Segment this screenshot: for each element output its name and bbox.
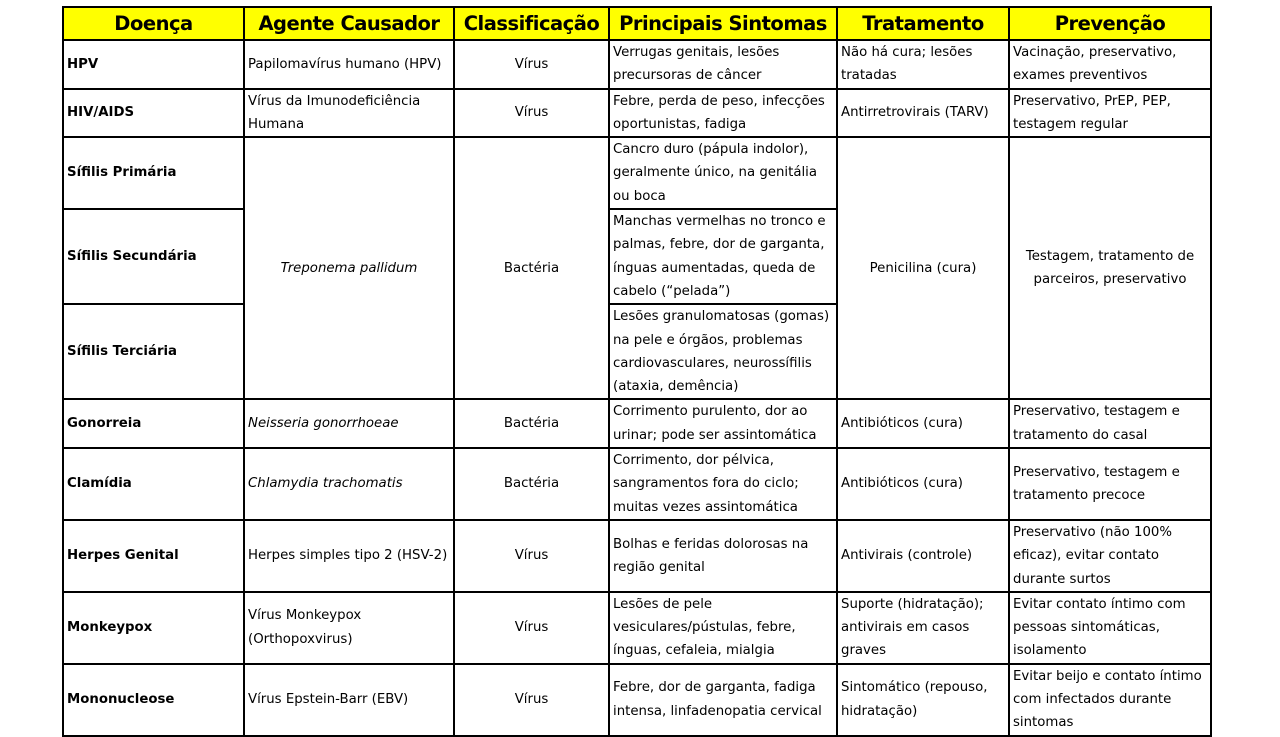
disease-name: Monkeypox [63,592,244,664]
symptoms-cell: Lesões granulomatosas (gomas) na pele e órgãos, problemas cardiovasculares, neurossífilis (ataxia, demência) [609,304,837,399]
prevention-cell: Preservativo, testagem e tratamento do casal [1009,399,1211,448]
header-row [63,7,1211,40]
symptoms-cell: Verrugas genitais, lesões precursoras de câncer [609,40,837,89]
symptoms-cell: Cancro duro (pápula indolor), geralmente único, na genitália ou boca [609,137,837,209]
table-row [63,520,1211,592]
symptoms-cell: Corrimento, dor pélvica, sangramentos fora do ciclo; muitas vezes assintomática [609,448,837,520]
prevention-cell: Preservativo (não 100% eficaz), evitar contato durante surtos [1009,520,1211,592]
treatment-cell: Sintomático (repouso, hidratação) [837,664,1009,736]
class-cell: Vírus [454,89,609,138]
table-row [63,137,1211,209]
agent-cell: Herpes simples tipo 2 (HSV-2) [244,520,454,592]
disease-name: Sífilis Secundária [63,209,244,304]
agent-cell: Vírus Monkeypox (Orthopoxvirus) [244,592,454,664]
disease-name: Gonorreia [63,399,244,448]
symptoms-cell: Corrimento purulento, dor ao urinar; pode ser assintomática [609,399,837,448]
treatment-cell: Antibióticos (cura) [837,448,1009,520]
agent-cell: Papilomavírus humano (HPV) [244,40,454,89]
table-row [63,664,1211,736]
treatment-cell: Antivirais (controle) [837,520,1009,592]
class-cell: Bactéria [454,448,609,520]
table-row [63,448,1211,520]
agent-cell: Vírus Epstein-Barr (EBV) [244,664,454,736]
disease-name: Herpes Genital [63,520,244,592]
prevention-cell: Vacinação, preservativo, exames preventivos [1009,40,1211,89]
agent-cell: Chlamydia trachomatis [244,448,454,520]
agent-cell: Neisseria gonorrhoeae [244,399,454,448]
prevention-cell: Preservativo, testagem e tratamento precoce [1009,448,1211,520]
class-cell: Vírus [454,520,609,592]
class-cell: Bactéria [454,137,609,399]
table-row [63,592,1211,664]
header-classificacao: Classificação [454,7,609,40]
prevention-cell: Evitar beijo e contato íntimo com infectados durante sintomas [1009,664,1211,736]
class-cell: Vírus [454,592,609,664]
symptoms-cell: Bolhas e feridas dolorosas na região genital [609,520,837,592]
treatment-cell: Antirretrovirais (TARV) [837,89,1009,138]
disease-name: Sífilis Terciária [63,304,244,399]
treatment-cell: Penicilina (cura) [837,137,1009,399]
header-tratamento: Tratamento [837,7,1009,40]
treatment-cell: Antibióticos (cura) [837,399,1009,448]
class-cell: Bactéria [454,399,609,448]
header-prevencao: Prevenção [1009,7,1211,40]
prevention-cell: Evitar contato íntimo com pessoas sintomáticas, isolamento [1009,592,1211,664]
symptoms-cell: Febre, dor de garganta, fadiga intensa, linfadenopatia cervical [609,664,837,736]
disease-name: HIV/AIDS [63,89,244,138]
disease-name: Sífilis Primária [63,137,244,209]
table-row [63,89,1211,138]
ist-table [62,6,1212,737]
class-cell: Vírus [454,40,609,89]
prevention-cell: Preservativo, PrEP, PEP, testagem regular [1009,89,1211,138]
class-cell: Vírus [454,664,609,736]
header-sintomas: Principais Sintomas [609,7,837,40]
header-doenca: Doença [63,7,244,40]
table-row [63,399,1211,448]
disease-name: Mononucleose [63,664,244,736]
agent-cell: Vírus da Imunodeficiência Humana [244,89,454,138]
symptoms-cell: Lesões de pele vesiculares/pústulas, febre, ínguas, cefaleia, mialgia [609,592,837,664]
treatment-cell: Não há cura; lesões tratadas [837,40,1009,89]
disease-name: Clamídia [63,448,244,520]
symptoms-cell: Febre, perda de peso, infecções oportunistas, fadiga [609,89,837,138]
table-row [63,40,1211,89]
treatment-cell: Suporte (hidratação); antivirais em casos graves [837,592,1009,664]
prevention-cell: Testagem, tratamento de parceiros, preservativo [1009,137,1211,399]
symptoms-cell: Manchas vermelhas no tronco e palmas, febre, dor de garganta, ínguas aumentadas, queda de cabelo (“pelada”) [609,209,837,304]
header-agente: Agente Causador [244,7,454,40]
agent-cell: Treponema pallidum [244,137,454,399]
disease-name: HPV [63,40,244,89]
